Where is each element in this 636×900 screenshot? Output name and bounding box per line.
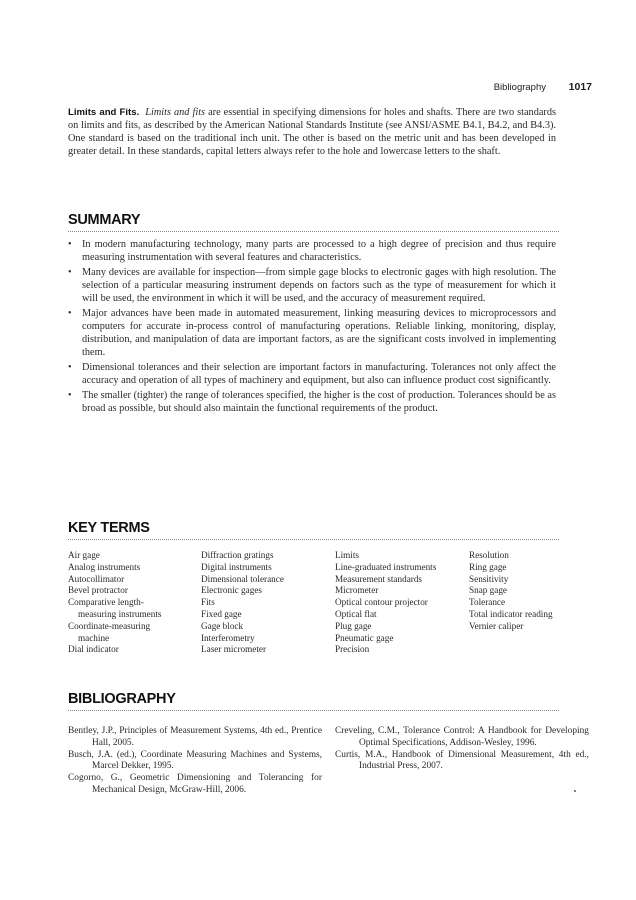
key-term: Line-graduated instruments [335, 561, 437, 572]
key-terms-column-3 [335, 550, 436, 656]
summary-item-text: The smaller (tighter) the range of tolerances specified, the higher is the cost of production. Tolerances should be as broad as possible, but should also maintain the functional requirements of the product. [82, 389, 556, 414]
summary-item [68, 308, 556, 360]
key-term: Dial indicator [68, 644, 119, 655]
key-term: Tolerance [469, 597, 506, 608]
summary-item-text: In modern manufacturing technology, many parts are processed to a high degree of precision and thus require measuring instrumentation with several features and characteristics. [82, 239, 556, 263]
key-term: Electronic gages [201, 585, 262, 596]
bullet-icon: • [68, 307, 72, 319]
key-term: Precision [335, 644, 370, 655]
limits-and-fits-run-in-heading: Limits and Fits. [68, 107, 140, 118]
bullet-icon: • [68, 389, 72, 401]
bibliography-column-1 [68, 726, 322, 797]
key-term: Diffraction gratings [201, 550, 274, 560]
key-term: Analog instruments [68, 561, 141, 572]
page-number: 1017 [568, 81, 592, 93]
bibliography-entry: Busch, J.A. (ed.), Coordinate Measuring Machines and Systems, Marcel Dekker, 1995. [68, 749, 322, 772]
limits-and-fits-text: are essential in specifying dimensions for holes and shafts. There are two standards on limits and fits, as described by the American National Standards Institute (see ANSI/ASME B4.1, B4.2, and B4.3). One standard is based on the traditional inch unit. The other is based on the metric unit and has been developed in greater detail. In these standards, capital letters always refer to the hole and lowercase letters to the shaft. [68, 107, 556, 157]
key-term: Snap gage [469, 585, 508, 596]
limits-and-fits-paragraph [68, 107, 556, 159]
key-term-part: Comparative length- [68, 597, 144, 608]
summary-item-text: Dimensional tolerances and their selection are important factors in manufacturing. Tolerances not only affect the accuracy and operation of all types of machinery and equipment, but also can influence product cost significantly. [82, 361, 556, 386]
running-head [494, 81, 592, 93]
key-term: Vernier caliper [469, 620, 524, 631]
key-term: Interferometry [201, 632, 255, 643]
key-term: Dimensional tolerance [201, 573, 284, 584]
key-term: Optical flat [335, 608, 377, 619]
key-term: Limits [335, 550, 359, 560]
key-term: Plug gage [335, 620, 372, 631]
key-term: Gage block [201, 620, 244, 631]
running-head-title: Bibliography [493, 82, 546, 93]
key-terms-column-1 [68, 550, 161, 656]
summary-item-text: Many devices are available for inspection—from simple gage blocks to electronic gages with high resolution. The selection of a particular measuring instrument depends on factors such as the type of measurement for which it will be used, the environment in which it will be used, and the accuracy of measurement required. [82, 267, 556, 304]
key-term: Micrometer [335, 585, 379, 596]
key-term: Fits [201, 597, 215, 608]
key-term: Ring gage [469, 561, 507, 572]
key-term: Bevel protractor [68, 585, 128, 596]
key-term: Resolution [469, 550, 509, 560]
key-term-part: Coordinate-measuring [68, 620, 151, 631]
key-terms-column-4 [469, 550, 553, 633]
bibliography-entry: Curtis, M.A., Handbook of Dimensional Measurement, 4th ed., Industrial Press, 2007. [335, 749, 589, 772]
key-term: Sensitivity [469, 573, 509, 584]
summary-item [68, 267, 556, 306]
key-term: Laser micrometer [201, 644, 267, 655]
summary-item-text: Major advances have been made in automated measurement, linking measuring devices to microprocessors and computers for accurate in-process control of manufacturing operations. Reliable linking, monitoring, display, distribution, and manipulation of data are important factors, as are the significant costs involved in implementing them. [82, 307, 556, 358]
key-term: Total indicator reading [469, 608, 553, 619]
key-term: Fixed gage [201, 608, 242, 619]
bullet-icon: • [68, 239, 72, 250]
summary-item [68, 362, 556, 388]
key-term: Autocollimator [68, 573, 125, 584]
key-term: Pneumatic gage [335, 632, 394, 643]
key-term-continuation: machine [78, 632, 110, 643]
key-term [68, 597, 161, 621]
limits-and-fits-italic-term: Limits and fits [145, 107, 206, 118]
stray-dot-mark [574, 790, 576, 792]
bibliography-entry: Bentley, J.P., Principles of Measurement Systems, 4th ed., Prentice Hall, 2005. [68, 726, 322, 748]
key-terms-column-2 [201, 550, 284, 656]
bibliography-column-2 [335, 726, 589, 773]
summary-heading: SUMMARY [68, 212, 559, 232]
bullet-icon: • [68, 361, 72, 373]
bibliography-entry: Cogorno, G., Geometric Dimensioning and Tolerancing for Mechanical Design, McGraw-Hill, 2006. [68, 773, 322, 795]
key-term: Optical contour projector [335, 597, 428, 608]
key-term: Digital instruments [201, 561, 272, 572]
summary-item [68, 239, 556, 265]
bibliography-entry: Creveling, C.M., Tolerance Control: A Handbook for Developing Optimal Specifications, Addison-Wesley, 1996. [335, 726, 589, 748]
bullet-icon: • [68, 267, 72, 278]
bibliography-heading: BIBLIOGRAPHY [68, 691, 559, 711]
summary-item [68, 390, 556, 416]
key-terms-heading: KEY TERMS [68, 520, 559, 540]
summary-list [68, 239, 556, 418]
key-term: Air gage [68, 550, 100, 560]
key-term: Measurement standards [335, 573, 422, 584]
key-term-continuation: measuring instruments [78, 608, 162, 619]
key-term [68, 621, 161, 645]
